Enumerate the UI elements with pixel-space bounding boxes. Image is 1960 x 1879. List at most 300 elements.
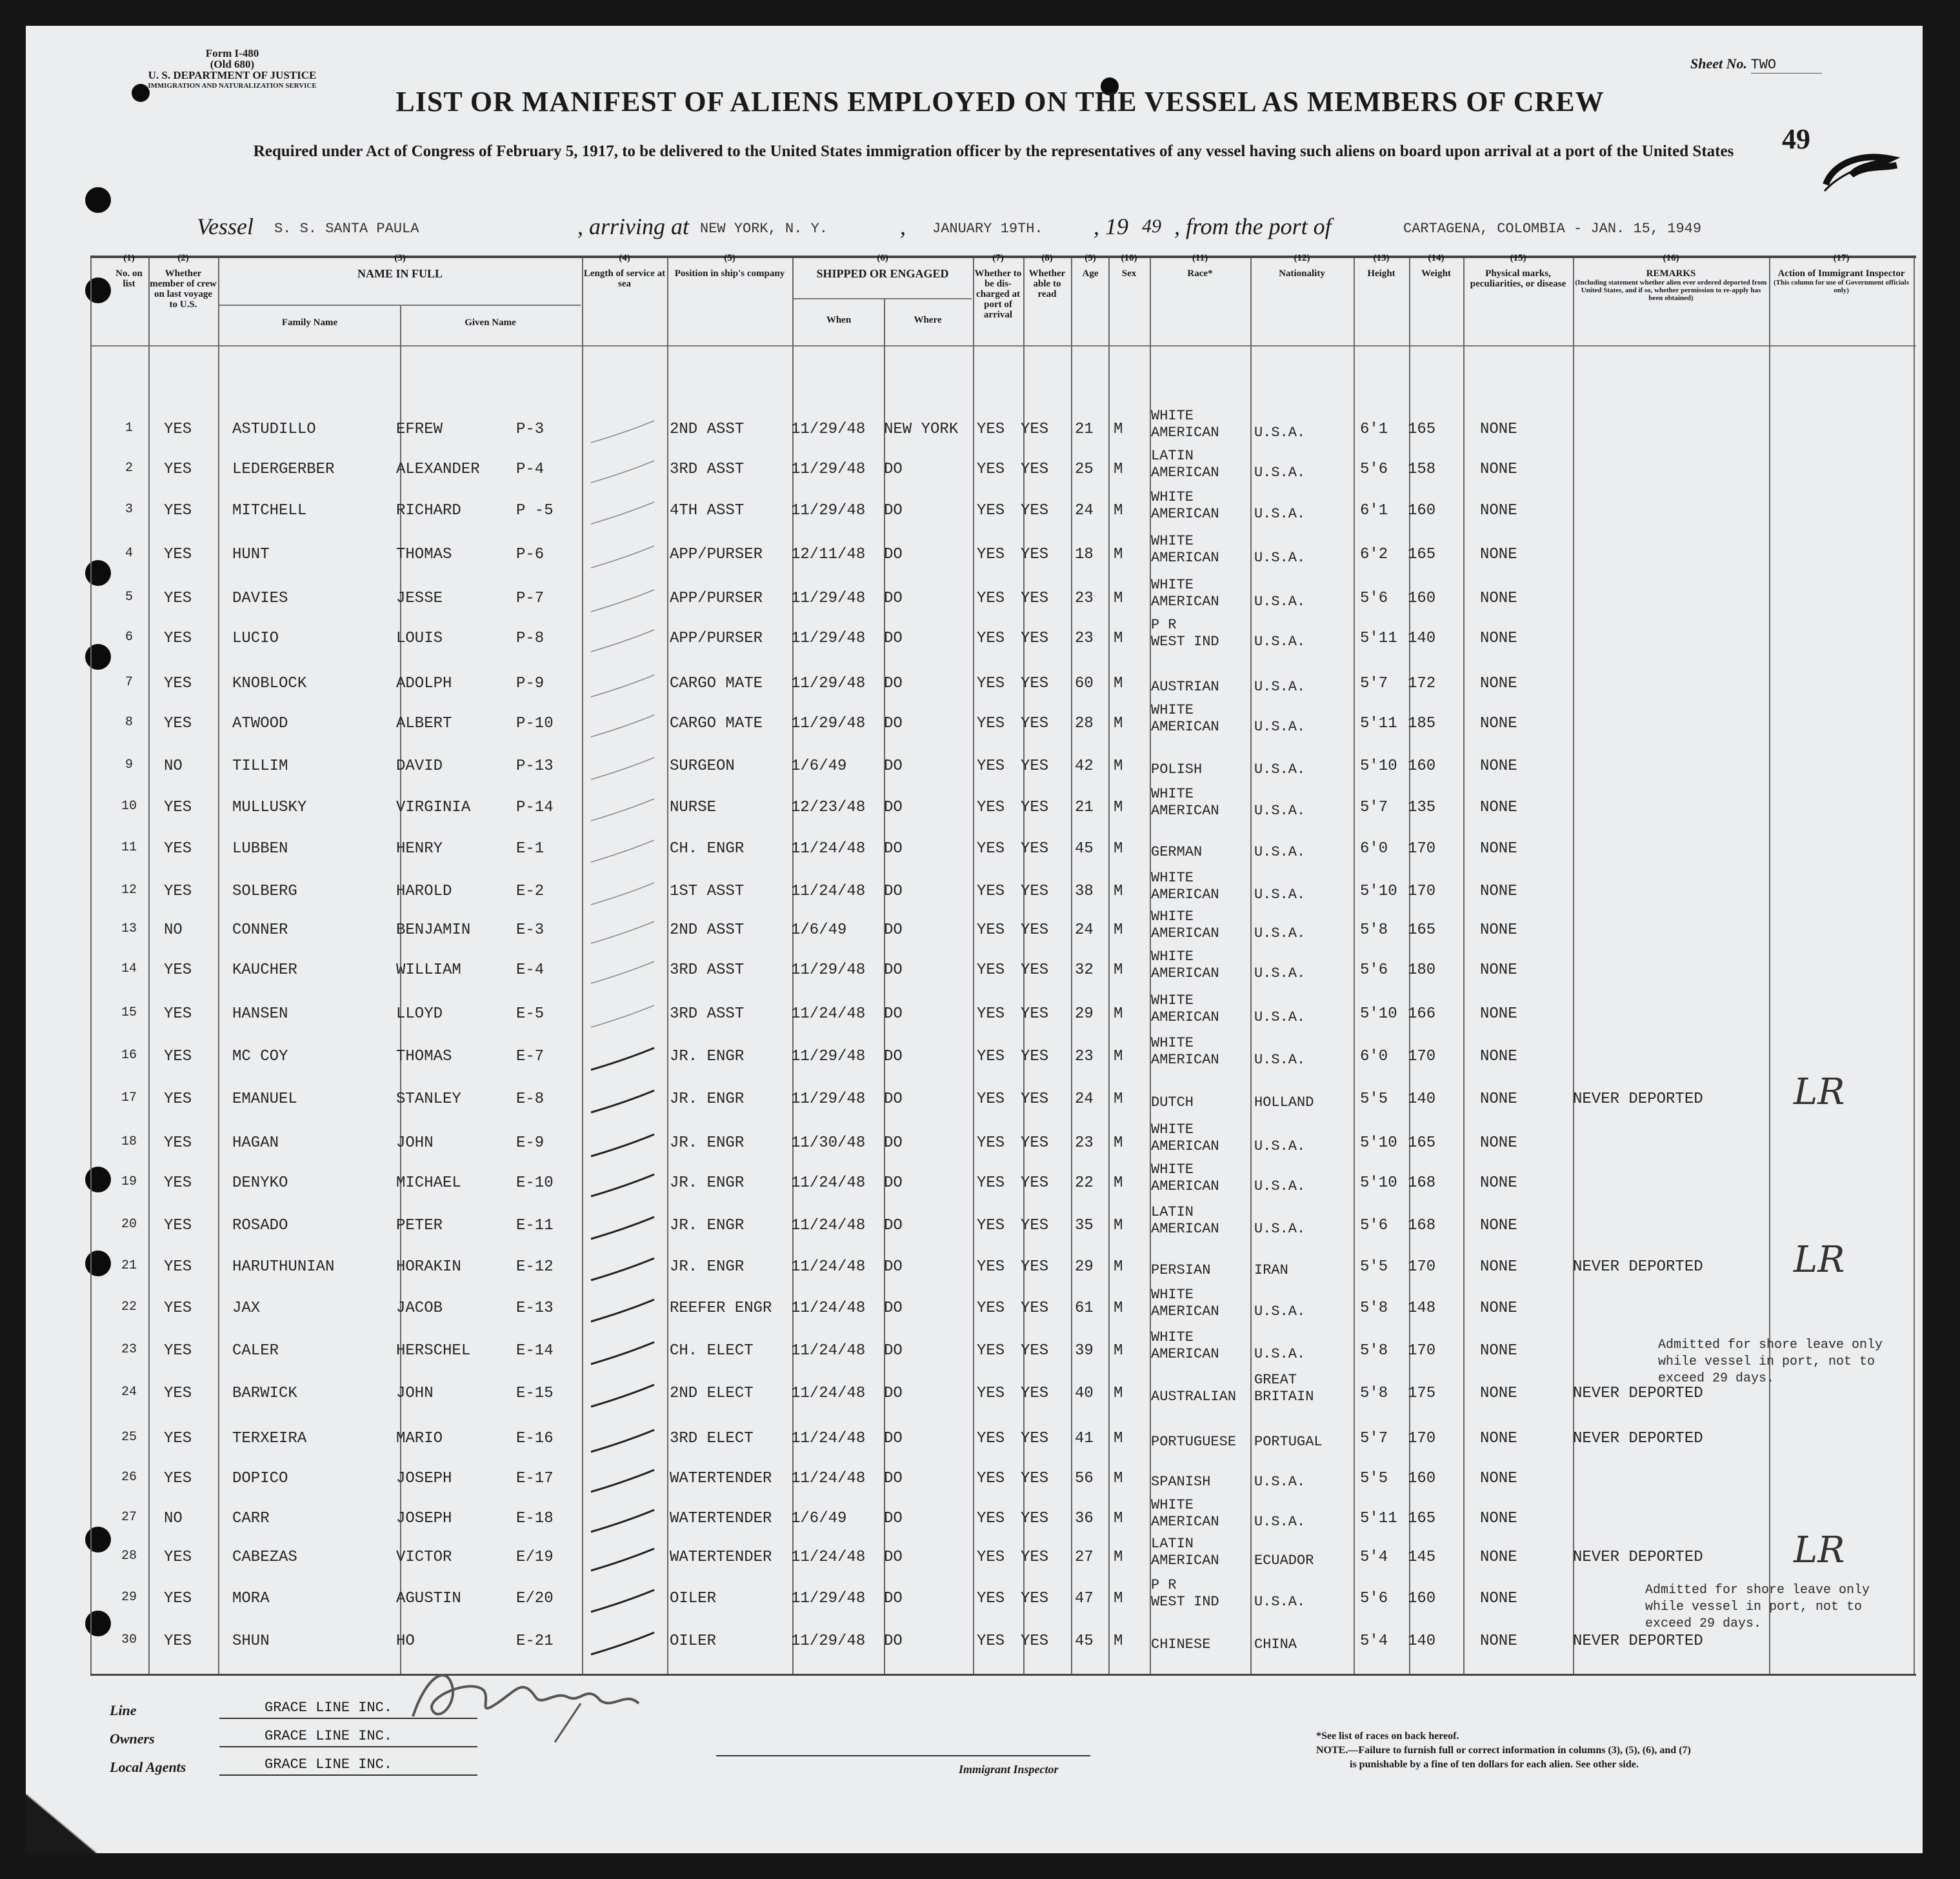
cell-able-to-read: YES (1021, 1090, 1049, 1108)
cell-able-to-read: YES (1021, 799, 1049, 816)
table-row (26, 1071, 1923, 1116)
nationality-upper (1254, 489, 1305, 506)
folded-corner (26, 1794, 97, 1853)
cell-nationality (1254, 992, 1305, 1026)
cell-last-voyage: YES (164, 421, 192, 438)
cell-family-name: KNOBLOCK (232, 675, 307, 692)
cell-remarks: NEVER DEPORTED (1573, 1430, 1703, 1447)
cell-able-to-read: YES (1021, 883, 1049, 900)
cell-race (1151, 909, 1219, 942)
cell-crew-code: E-3 (516, 921, 545, 939)
race-lower: AMERICAN (1151, 1221, 1219, 1237)
cell-able-to-read: YES (1021, 715, 1049, 732)
cell-age: 29 (1075, 1258, 1094, 1276)
cell-weight: 165 (1408, 1134, 1436, 1152)
cell-shipped-when: 1/6/49 (791, 758, 847, 775)
cell-given-name: PETER (396, 1217, 443, 1234)
cell-age: 18 (1075, 546, 1094, 563)
cell-height: 5'8 (1360, 1300, 1388, 1317)
cell-row-number: 4 (125, 546, 133, 561)
cell-nationality (1254, 533, 1305, 567)
cell-age: 35 (1075, 1217, 1094, 1234)
cell-height: 6'1 (1360, 502, 1388, 519)
cell-race (1151, 702, 1219, 736)
nationality-lower: U.S.A. (1254, 1052, 1306, 1068)
cell-sex: M (1114, 1633, 1123, 1650)
race-upper (1151, 1620, 1210, 1636)
cell-able-to-read: YES (1021, 1300, 1049, 1317)
cell-discharge: YES (977, 1549, 1005, 1566)
cell-age: 23 (1075, 630, 1094, 647)
cell-height: 5'10 (1360, 1005, 1397, 1023)
cell-race (1151, 1457, 1210, 1491)
manifest-sheet (26, 26, 1923, 1853)
cell-last-voyage: YES (164, 840, 192, 858)
cell-shipped-when: 11/29/48 (791, 961, 866, 979)
cell-discharge: YES (977, 1258, 1005, 1276)
race-lower: AMERICAN (1151, 925, 1219, 941)
cell-discharge: YES (977, 1470, 1005, 1487)
cell-given-name: WILLIAM (396, 961, 461, 979)
cell-race (1151, 1620, 1210, 1653)
cell-row-number: 8 (125, 715, 133, 730)
cell-remarks: NEVER DEPORTED (1573, 1633, 1703, 1650)
cell-shipped-where: DO (884, 1217, 903, 1234)
cell-row-number: 28 (121, 1549, 137, 1563)
cell-physical-marks: NONE (1480, 630, 1517, 647)
col-header-remarks: (16) REMARKS (Including statement whether alien ever ordered deported from United States, and if so, whether permission to re-apply has been obtained) (1575, 253, 1767, 302)
table-row (26, 1121, 1923, 1160)
cell-height: 5'10 (1360, 1134, 1397, 1152)
cell-family-name: CARR (232, 1510, 270, 1527)
cell-sex: M (1114, 546, 1123, 563)
cell-position: REEFER ENGR (670, 1300, 772, 1317)
cell-discharge: YES (977, 758, 1005, 775)
cell-age: 47 (1075, 1590, 1094, 1607)
race-upper: WHITE (1151, 1329, 1194, 1345)
cell-sex: M (1114, 1470, 1123, 1487)
year-prefix: , 19 (1094, 214, 1128, 239)
cell-row-number: 27 (121, 1510, 137, 1525)
cell-given-name: HORAKIN (396, 1258, 461, 1276)
cell-row-number: 17 (121, 1090, 137, 1105)
cell-physical-marks: NONE (1480, 1430, 1517, 1447)
cell-age: 38 (1075, 883, 1094, 900)
race-lower: AMERICAN (1151, 1346, 1219, 1362)
cell-crew-code: E-11 (516, 1217, 554, 1234)
service-mark (587, 417, 658, 449)
cell-weight: 170 (1408, 1430, 1436, 1447)
race-lower: AMERICAN (1151, 550, 1219, 566)
cell-crew-code: P-10 (516, 715, 554, 732)
cell-remarks: NEVER DEPORTED (1573, 1258, 1703, 1276)
race-upper: WHITE (1151, 1035, 1194, 1051)
cell-able-to-read: YES (1021, 546, 1049, 563)
nationality-upper (1254, 992, 1305, 1009)
cell-shipped-where: DO (884, 1342, 903, 1360)
inspector-initials: LR (1794, 1529, 1845, 1571)
cell-given-name: STANLEY (396, 1090, 461, 1108)
cell-race (1151, 992, 1219, 1026)
nationality-lower: U.S.A. (1254, 1009, 1306, 1025)
cell-shipped-where: DO (884, 590, 903, 607)
cell-sex: M (1114, 630, 1123, 647)
nationality-lower: U.S.A. (1254, 1178, 1306, 1194)
cell-last-voyage: YES (164, 1549, 192, 1566)
cell-given-name: MARIO (396, 1430, 443, 1447)
cell-family-name: JAX (232, 1300, 261, 1317)
race-lower: PORTUGUESE (1151, 1434, 1237, 1450)
race-lower: AMERICAN (1151, 1514, 1219, 1530)
cell-sex: M (1114, 961, 1123, 979)
race-lower: AMERICAN (1151, 1178, 1219, 1194)
race-lower: AMERICAN (1151, 965, 1219, 981)
cell-discharge: YES (977, 502, 1005, 519)
service-mark (587, 626, 658, 658)
cell-family-name: SOLBERG (232, 883, 297, 900)
cell-age: 41 (1075, 1430, 1094, 1447)
nationality-upper (1254, 1245, 1288, 1262)
service-mark (587, 1586, 658, 1618)
cell-sex: M (1114, 421, 1123, 438)
service-mark (587, 1130, 658, 1163)
nationality-lower: U.S.A. (1254, 550, 1306, 566)
cell-position: APP/PURSER (670, 546, 763, 563)
cell-crew-code: E-10 (516, 1174, 554, 1192)
cell-discharge: YES (977, 1217, 1005, 1234)
cell-sex: M (1114, 675, 1123, 692)
handwritten-mark (1819, 139, 1910, 197)
footer-owners-value: GRACE LINE INC. (265, 1728, 393, 1744)
table-row (26, 1161, 1923, 1200)
cell-age: 24 (1075, 1090, 1094, 1108)
nationality-upper (1254, 1329, 1305, 1346)
cell-able-to-read: YES (1021, 1217, 1049, 1234)
cell-race (1151, 1035, 1219, 1069)
cell-discharge: YES (977, 675, 1005, 692)
nationality-upper (1254, 1204, 1305, 1221)
cell-age: 32 (1075, 961, 1094, 979)
cell-able-to-read: YES (1021, 961, 1049, 979)
cell-able-to-read: YES (1021, 590, 1049, 607)
cell-race (1151, 448, 1219, 481)
cell-weight: 172 (1408, 675, 1436, 692)
table-row (26, 949, 1923, 987)
service-mark (587, 1087, 658, 1119)
nationality-upper (1254, 702, 1305, 719)
cell-race (1151, 1372, 1236, 1405)
cell-shipped-when: 1/6/49 (791, 1510, 847, 1527)
sheet-number-value: TWO (1751, 57, 1822, 74)
cell-able-to-read: YES (1021, 675, 1049, 692)
page-number: 49 (1782, 123, 1810, 155)
nationality-lower: U.S.A. (1254, 887, 1306, 903)
service-mark (587, 1044, 658, 1076)
cell-sex: M (1114, 1430, 1123, 1447)
document-subtitle: Required under Act of Congress of February 5, 1917, to be delivered to the United States immigration officer by the representatives of any vessel having such aliens on board upon arrival at a port of the United States (253, 143, 1734, 160)
col-header-height: (13) Height (1367, 253, 1395, 279)
cell-last-voyage: YES (164, 1342, 192, 1360)
cell-discharge: YES (977, 921, 1005, 939)
cell-shipped-when: 11/24/48 (791, 1385, 866, 1402)
cell-row-number: 3 (125, 502, 133, 517)
cell-discharge: YES (977, 1174, 1005, 1192)
cell-age: 23 (1075, 1048, 1094, 1065)
cell-race (1151, 1078, 1194, 1111)
header-rule (90, 345, 1916, 347)
service-mark (587, 1213, 658, 1245)
cell-position: 2ND ASST (670, 921, 745, 939)
cell-weight: 170 (1408, 883, 1436, 900)
cell-weight: 170 (1408, 1342, 1436, 1360)
nationality-upper (1254, 909, 1305, 925)
col-header-given-name: Given Name (465, 317, 516, 328)
cell-crew-code: P-7 (516, 590, 545, 607)
race-lower: AUSTRALIAN (1151, 1389, 1237, 1405)
cell-position: NURSE (670, 799, 717, 816)
nationality-upper (1254, 1536, 1314, 1552)
cell-discharge: YES (977, 1430, 1005, 1447)
cell-race (1151, 489, 1219, 523)
cell-discharge: YES (977, 1385, 1005, 1402)
cell-sex: M (1114, 1300, 1123, 1317)
cell-nationality (1254, 827, 1305, 861)
cell-age: 42 (1075, 758, 1094, 775)
service-mark (587, 542, 658, 574)
cell-nationality (1254, 1121, 1305, 1155)
cell-nationality (1254, 1497, 1305, 1531)
cell-height: 5'8 (1360, 1385, 1388, 1402)
cell-given-name: JACOB (396, 1300, 443, 1317)
table-row (26, 1497, 1923, 1536)
cell-age: 23 (1075, 1134, 1094, 1152)
service-mark (587, 457, 658, 489)
race-upper: LATIN (1151, 1204, 1194, 1220)
cell-discharge: YES (977, 1005, 1005, 1023)
cell-given-name: JOSEPH (396, 1510, 452, 1527)
footer-underline (219, 1774, 477, 1776)
cell-physical-marks: NONE (1480, 883, 1517, 900)
name-subrule (219, 305, 581, 306)
service-mark (587, 754, 658, 786)
cell-last-voyage: YES (164, 1385, 192, 1402)
cell-discharge: YES (977, 1300, 1005, 1317)
col-header-marks: (15) Physical marks, peculiarities, or disease (1470, 253, 1566, 289)
cell-last-voyage: YES (164, 502, 192, 519)
service-mark (587, 1466, 658, 1498)
cell-shipped-where: DO (884, 840, 903, 858)
cell-crew-code: P-9 (516, 675, 545, 692)
cell-last-voyage: YES (164, 1048, 192, 1065)
table-row (26, 662, 1923, 701)
footer-agents-value: GRACE LINE INC. (265, 1756, 393, 1773)
cell-last-voyage: YES (164, 546, 192, 563)
cell-sex: M (1114, 758, 1123, 775)
cell-discharge: YES (977, 961, 1005, 979)
cell-given-name: HAROLD (396, 883, 452, 900)
cell-position: CH. ELECT (670, 1342, 754, 1360)
cell-able-to-read: YES (1021, 1633, 1049, 1650)
race-upper: WHITE (1151, 1121, 1194, 1138)
cell-physical-marks: NONE (1480, 1633, 1517, 1650)
race-lower: PERSIAN (1151, 1262, 1211, 1278)
cell-age: 24 (1075, 502, 1094, 519)
cell-race (1151, 949, 1219, 982)
nationality-upper (1254, 662, 1305, 679)
cell-row-number: 7 (125, 675, 133, 690)
arriving-label: , arriving at (577, 214, 690, 239)
table-row (26, 745, 1923, 783)
cell-family-name: TERXEIRA (232, 1430, 307, 1447)
nationality-lower: U.S.A. (1254, 465, 1306, 481)
cell-position: 3RD ASST (670, 961, 745, 979)
cell-weight: 160 (1408, 590, 1436, 607)
cell-able-to-read: YES (1021, 921, 1049, 939)
col-header-position: (5) Position in ship's company (674, 253, 785, 279)
cell-shipped-when: 11/29/48 (791, 1633, 866, 1650)
race-lower: AMERICAN (1151, 465, 1219, 481)
cell-shipped-where: DO (884, 1470, 903, 1487)
cell-shipped-where: DO (884, 1005, 903, 1023)
cell-position: JR. ENGR (670, 1174, 745, 1192)
cell-nationality (1254, 1536, 1314, 1569)
cell-physical-marks: NONE (1480, 1217, 1517, 1234)
cell-race (1151, 827, 1202, 861)
service-mark (587, 918, 658, 950)
cell-row-number: 26 (121, 1470, 137, 1485)
cell-sex: M (1114, 502, 1123, 519)
cell-shipped-where: DO (884, 461, 903, 478)
cell-age: 40 (1075, 1385, 1094, 1402)
cell-crew-code: E/19 (516, 1549, 554, 1566)
col-header-where: Where (914, 315, 942, 325)
cell-weight: 160 (1408, 1590, 1436, 1607)
cell-able-to-read: YES (1021, 1430, 1049, 1447)
cell-shipped-where: DO (884, 921, 903, 939)
footer-line-value: GRACE LINE INC. (265, 1700, 393, 1716)
footnote: *See list of races on back hereof. NOTE.—Failure to furnish full or correct information in columns (3), (5), (6), and (7) is punishable by a fine of ten dollars for each alien. See other side. (1316, 1731, 1691, 1770)
cell-last-voyage: YES (164, 461, 192, 478)
cell-height: 5'4 (1360, 1549, 1388, 1566)
cell-age: 25 (1075, 461, 1094, 478)
cell-height: 6'0 (1360, 840, 1388, 858)
cell-position: CARGO MATE (670, 715, 763, 732)
cell-position: SURGEON (670, 758, 735, 775)
cell-discharge: YES (977, 546, 1005, 563)
shore-leave-stamp: Admitted for shore leave only while vessel in port, not to exceed 29 days. (1658, 1338, 1883, 1386)
cell-shipped-when: 12/23/48 (791, 799, 866, 816)
cell-able-to-read: YES (1021, 1342, 1049, 1360)
cell-race (1151, 1497, 1219, 1531)
cell-age: 21 (1075, 421, 1094, 438)
cell-shipped-when: 11/29/48 (791, 1590, 866, 1607)
cell-nationality (1254, 489, 1305, 523)
cell-able-to-read: YES (1021, 1470, 1049, 1487)
cell-shipped-when: 11/24/48 (791, 1470, 866, 1487)
nationality-lower: U.S.A. (1254, 1514, 1306, 1530)
cell-weight: 140 (1408, 630, 1436, 647)
nationality-lower: U.S.A. (1254, 1138, 1306, 1154)
cell-weight: 145 (1408, 1549, 1436, 1566)
cell-crew-code: P-3 (516, 421, 545, 438)
cell-weight: 160 (1408, 1470, 1436, 1487)
cell-row-number: 25 (121, 1430, 137, 1445)
cell-height: 5'4 (1360, 1633, 1388, 1650)
cell-last-voyage: YES (164, 1300, 192, 1317)
cell-family-name: DAVIES (232, 590, 288, 607)
cell-discharge: YES (977, 590, 1005, 607)
race-upper: LATIN (1151, 448, 1194, 464)
cell-position: 2ND ASST (670, 421, 745, 438)
cell-physical-marks: NONE (1480, 1549, 1517, 1566)
race-upper: WHITE (1151, 577, 1194, 593)
cell-given-name: JOHN (396, 1134, 434, 1152)
cell-shipped-when: 11/29/48 (791, 675, 866, 692)
cell-given-name: MICHAEL (396, 1174, 461, 1192)
cell-age: 45 (1075, 840, 1094, 858)
cell-race (1151, 1121, 1219, 1155)
service-mark (587, 1426, 658, 1458)
nationality-lower: U.S.A. (1254, 594, 1306, 610)
officer-signature (387, 1639, 723, 1749)
service-mark (587, 879, 658, 911)
cell-height: 5'11 (1360, 630, 1397, 647)
cell-given-name: ALBERT (396, 715, 452, 732)
cell-race (1151, 1204, 1219, 1238)
cell-given-name: ADOLPH (396, 675, 452, 692)
cell-family-name: HUNT (232, 546, 270, 563)
col-header-sex: (10) Sex (1121, 253, 1137, 279)
cell-shipped-when: 11/24/48 (791, 883, 866, 900)
cell-last-voyage: NO (164, 1510, 183, 1527)
sheet-number-label: Sheet No. (1690, 55, 1747, 72)
cell-position: CH. ENGR (670, 840, 745, 858)
table-row (26, 1457, 1923, 1496)
cell-sex: M (1114, 921, 1123, 939)
cell-race (1151, 662, 1219, 696)
cell-shipped-when: 11/29/48 (791, 421, 866, 438)
cell-last-voyage: YES (164, 1174, 192, 1192)
col-header-no: (1) No. on list (115, 253, 143, 289)
nationality-upper (1254, 1620, 1297, 1636)
cell-shipped-where: DO (884, 675, 903, 692)
arrival-date: JANUARY 19TH. (932, 221, 1043, 237)
cell-race (1151, 1161, 1219, 1195)
cell-weight: 160 (1408, 758, 1436, 775)
cell-given-name: DAVID (396, 758, 443, 775)
nationality-upper (1254, 870, 1305, 887)
col-header-family-name: Family Name (281, 317, 338, 328)
race-lower: AMERICAN (1151, 1303, 1219, 1320)
cell-nationality (1254, 1620, 1297, 1653)
cell-discharge: YES (977, 1048, 1005, 1065)
inspector-initials: LR (1794, 1239, 1845, 1281)
cell-shipped-where: DO (884, 1430, 903, 1447)
cell-crew-code: E-7 (516, 1048, 545, 1065)
cell-shipped-where: DO (884, 1510, 903, 1527)
cell-physical-marks: NONE (1480, 840, 1517, 858)
race-lower: AMERICAN (1151, 803, 1219, 819)
cell-sex: M (1114, 883, 1123, 900)
nationality-lower: CHINA (1254, 1636, 1297, 1653)
cell-shipped-when: 11/29/48 (791, 1048, 866, 1065)
cell-row-number: 18 (121, 1134, 137, 1149)
nationality-lower: U.S.A. (1254, 719, 1306, 735)
cell-crew-code: E-16 (516, 1430, 554, 1447)
table-row (26, 702, 1923, 741)
cell-weight: 185 (1408, 715, 1436, 732)
cell-age: 21 (1075, 799, 1094, 816)
